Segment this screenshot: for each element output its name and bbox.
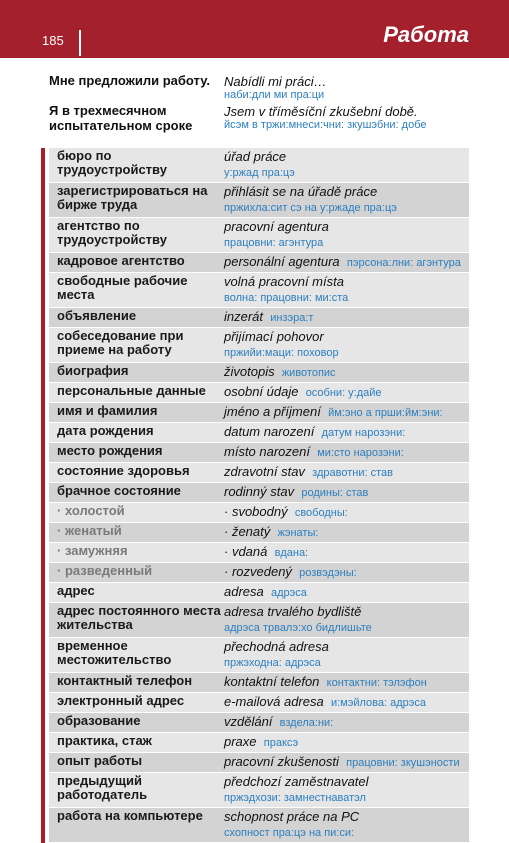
czech-term: datum narození xyxy=(224,424,315,439)
russian-term: состояние здоровья xyxy=(57,463,190,478)
row-accent-bar xyxy=(41,383,45,403)
transcription: и:мэйлова: адрэса xyxy=(330,697,426,709)
vocab-row xyxy=(49,563,469,583)
russian-term: электронный адрес xyxy=(57,693,185,708)
row-accent-bar xyxy=(41,733,45,753)
transcription: свободны: xyxy=(294,507,348,519)
czech-term: · ženatý xyxy=(224,524,271,539)
transcription: схопност пра:цэ на пи:си: xyxy=(224,827,355,839)
transcription: адрэса xyxy=(270,587,307,599)
vocab-row xyxy=(49,483,469,503)
czech-term: místo narození xyxy=(224,444,310,459)
czech-term: rodinný stav xyxy=(224,484,295,499)
czech-term: praxe xyxy=(224,734,257,749)
vocab-row xyxy=(49,363,469,383)
vocab-row xyxy=(49,753,469,773)
transcription: животопис xyxy=(281,367,336,379)
czech-term: · svobodný xyxy=(224,504,288,519)
czech-term: schopnost práce na PC xyxy=(224,809,360,824)
vocab-row xyxy=(49,603,469,638)
vocab-row xyxy=(49,523,469,543)
row-accent-bar xyxy=(41,253,45,273)
row-accent-bar xyxy=(41,183,45,218)
czech-term: přechodná adresa xyxy=(224,639,329,654)
czech-term: volná pracovní místa xyxy=(224,274,344,289)
row-accent-bar xyxy=(41,423,45,443)
page-title: Работа xyxy=(383,22,469,47)
vocab-row xyxy=(49,423,469,443)
russian-term: бюро по трудоустройству xyxy=(57,148,167,177)
transcription: розвэдэны: xyxy=(299,567,357,579)
czech-term: zdravotní stav xyxy=(224,464,305,479)
vocab-row xyxy=(49,183,469,218)
russian-term: адрес постоянного места жительства xyxy=(57,603,221,632)
russian-phrase: Я в трехмесячном испытательном сроке xyxy=(49,103,193,133)
row-accent-bar xyxy=(41,563,45,583)
row-accent-bar xyxy=(41,603,45,638)
transcription: контактни: тэлэфон xyxy=(326,677,427,689)
row-accent-bar xyxy=(41,148,45,183)
vocab-row xyxy=(49,713,469,733)
row-accent-bar xyxy=(41,693,45,713)
row-accent-bar xyxy=(41,503,45,523)
vocab-row xyxy=(49,503,469,523)
russian-term: · замужняя xyxy=(57,543,128,558)
russian-term: свободные рабочие места xyxy=(57,273,188,302)
russian-term: · холостой xyxy=(57,503,125,518)
czech-phrase: Nabídli mi práci… xyxy=(224,74,327,89)
russian-term: опыт работы xyxy=(57,753,143,768)
transcription: вдана: xyxy=(274,547,309,559)
russian-term: брачное состояние xyxy=(57,483,181,498)
transcription: працовни: агэнтура xyxy=(224,237,324,249)
intro-phrase xyxy=(49,104,469,133)
row-accent-bar xyxy=(41,403,45,423)
russian-term: место рождения xyxy=(57,443,163,458)
vocab-row xyxy=(49,543,469,563)
transcription: наби:дли ми пра:ци xyxy=(224,89,325,101)
row-accent-bar xyxy=(41,543,45,563)
vocab-row xyxy=(49,383,469,403)
row-accent-bar xyxy=(41,443,45,463)
transcription: особни: у:дайе xyxy=(305,387,382,399)
row-accent-bar xyxy=(41,753,45,773)
vocab-row xyxy=(49,253,469,273)
transcription: праксэ xyxy=(263,737,299,749)
transcription: жэнаты: xyxy=(277,527,319,539)
vocab-row xyxy=(49,638,469,673)
russian-term: объявление xyxy=(57,308,137,323)
transcription: йм:эно а прши:йм:эни: xyxy=(328,407,443,419)
transcription: ми:сто нарозэни: xyxy=(317,447,404,459)
vocab-row xyxy=(49,218,469,253)
czech-term: vzdělání xyxy=(224,714,273,729)
row-accent-bar xyxy=(41,808,45,843)
row-accent-bar xyxy=(41,523,45,543)
russian-term: · женатый xyxy=(57,523,122,538)
page-number: 185 xyxy=(42,33,64,48)
intro-phrase xyxy=(49,74,469,102)
russian-term: зарегистрироваться на бирже труда xyxy=(57,183,208,212)
czech-term: pracovní zkušenosti xyxy=(224,754,339,769)
vocabulary-table xyxy=(49,148,469,843)
vocab-row xyxy=(49,808,469,843)
row-accent-bar xyxy=(41,713,45,733)
transcription: пржийи:маци: поховор xyxy=(224,347,339,359)
czech-term: úřad práce xyxy=(224,149,287,164)
czech-term: inzerát xyxy=(224,309,264,324)
transcription: волна: працовни: ми:ста xyxy=(224,292,349,304)
row-accent-bar xyxy=(41,308,45,328)
czech-term: přihlásit se na úřadě práce xyxy=(224,184,378,199)
vocab-row xyxy=(49,583,469,603)
vocab-row xyxy=(49,148,469,183)
vocab-row xyxy=(49,308,469,328)
transcription: датум нарозэни: xyxy=(321,427,406,439)
czech-term: · vdaná xyxy=(224,544,268,559)
czech-term: kontaktní telefon xyxy=(224,674,320,689)
vocab-row xyxy=(49,463,469,483)
vocab-row xyxy=(49,403,469,423)
transcription: вздела:ни: xyxy=(279,717,334,729)
vocab-row xyxy=(49,693,469,713)
vocab-row xyxy=(49,733,469,753)
russian-term: кадровое агентство xyxy=(57,253,185,268)
russian-term: биография xyxy=(57,363,129,378)
czech-term: adresa trvalého bydliště xyxy=(224,604,362,619)
row-accent-bar xyxy=(41,273,45,308)
russian-term: имя и фамилия xyxy=(57,403,158,418)
czech-term: personální agentura xyxy=(224,254,340,269)
transcription: пржэходна: адрэса xyxy=(224,657,321,669)
row-accent-bar xyxy=(41,328,45,363)
russian-term: контактный телефон xyxy=(57,673,193,688)
russian-term: работа на компьютере xyxy=(57,808,203,823)
transcription: пржэдхози: замнестнаватэл xyxy=(224,792,366,804)
czech-term: životopis xyxy=(224,364,275,379)
czech-term: přijímací pohovor xyxy=(224,329,324,344)
russian-term: практика, стаж xyxy=(57,733,152,748)
czech-term: · rozvedený xyxy=(224,564,292,579)
row-accent-bar xyxy=(41,638,45,673)
russian-term: временное местожительство xyxy=(57,638,172,667)
russian-term: персональные данные xyxy=(57,383,206,398)
vocab-row xyxy=(49,273,469,308)
czech-term: e-mailová adresa xyxy=(224,694,324,709)
row-accent-bar xyxy=(41,463,45,483)
header-divider xyxy=(79,30,81,56)
russian-term: дата рождения xyxy=(57,423,154,438)
row-accent-bar xyxy=(41,773,45,808)
transcription: у:ржад пра:цэ xyxy=(224,167,295,179)
row-accent-bar xyxy=(41,483,45,503)
russian-term: собеседование при приеме на работу xyxy=(57,328,184,357)
transcription: пржихла:сит сэ на у:ржаде пра:цэ xyxy=(224,202,397,214)
russian-term: · разведенный xyxy=(57,563,153,578)
transcription: працовни: зкушэности xyxy=(346,757,460,769)
transcription: йсэм в тржи:мнеси:чни: зкушэбни: добе xyxy=(224,119,427,131)
transcription: родины: став xyxy=(301,487,369,499)
russian-term: адрес xyxy=(57,583,95,598)
czech-term: osobní údaje xyxy=(224,384,299,399)
czech-term: pracovní agentura xyxy=(224,219,329,234)
czech-term: jméno a příjmení xyxy=(224,404,321,419)
russian-phrase: Мне предложили работу. xyxy=(49,73,210,88)
russian-term: образование xyxy=(57,713,141,728)
russian-term: агентство по трудоустройству xyxy=(57,218,167,247)
vocab-row xyxy=(49,328,469,363)
transcription: здравотни: став xyxy=(312,467,393,479)
czech-term: adresa xyxy=(224,584,264,599)
vocab-row xyxy=(49,773,469,808)
intro-phrases xyxy=(49,74,469,135)
row-accent-bar xyxy=(41,583,45,603)
vocab-row xyxy=(49,443,469,463)
transcription: адрэса трвалэ:хо бидлишьте xyxy=(224,622,372,634)
row-accent-bar xyxy=(41,218,45,253)
transcription: пэрсона:лни: агэнтура xyxy=(346,257,461,269)
russian-term: предыдущий работодатель xyxy=(57,773,148,802)
vocab-row xyxy=(49,673,469,693)
page-header xyxy=(0,0,509,58)
row-accent-bar xyxy=(41,673,45,693)
czech-phrase: Jsem v tříměsíční zkušební době. xyxy=(224,104,418,119)
row-accent-bar xyxy=(41,363,45,383)
transcription: инзэра:т xyxy=(270,312,314,324)
czech-term: předchozí zaměstnavatel xyxy=(224,774,369,789)
